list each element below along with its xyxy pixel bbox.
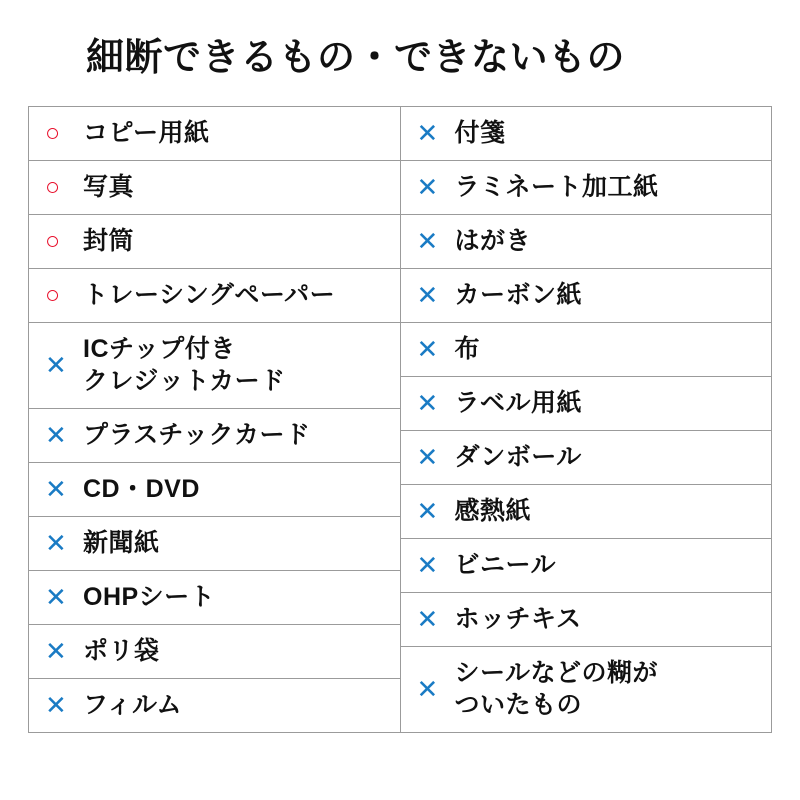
list-item-label-line2: クレジットカード (83, 367, 286, 396)
table-row (401, 647, 772, 733)
cross-ng-icon: ✕ (416, 226, 439, 257)
list-item-label-line1: ICチップ付き (83, 335, 236, 364)
list-item-label (83, 333, 286, 397)
left-column (29, 107, 401, 733)
list-item-label: フィルム (83, 691, 183, 720)
circle-ok-icon: ○ (45, 226, 61, 255)
list-item-label: コピー用紙 (83, 119, 210, 148)
list-item-label: ラベル用紙 (454, 389, 583, 418)
table-row (401, 161, 772, 215)
cross-ng-icon: ✕ (45, 690, 67, 721)
list-item-label: はがき (454, 227, 532, 256)
list-item-label: 封筒 (83, 227, 135, 256)
cross-ng-icon: ✕ (416, 442, 439, 473)
table-row (29, 161, 400, 215)
list-item-label: 写真 (83, 173, 135, 202)
list-item-label: OHPシート (83, 583, 216, 612)
cross-ng-icon: ✕ (416, 550, 439, 581)
table-row (401, 323, 772, 377)
list-item-label (455, 657, 659, 721)
cross-ng-icon: ✕ (45, 582, 67, 613)
list-item-label: ポリ袋 (83, 637, 160, 666)
cross-ng-icon: ✕ (45, 350, 67, 381)
list-item-label: トレーシングペーパー (83, 281, 336, 310)
table-row (29, 323, 400, 409)
list-item-label: 感熱紙 (454, 497, 532, 526)
table-row (401, 107, 772, 161)
shredding-compatibility-table (28, 106, 772, 733)
list-item-label-line1: シールなどの糊が (454, 659, 659, 688)
table-row (29, 215, 400, 269)
table-row (401, 215, 772, 269)
table-row (29, 517, 400, 571)
list-item-label: 布 (454, 335, 481, 364)
right-column (401, 107, 773, 733)
circle-ok-icon: ○ (45, 280, 61, 309)
cross-ng-icon: ✕ (45, 420, 67, 451)
list-item-label: CD・DVD (83, 475, 200, 504)
table-row (29, 463, 400, 517)
cross-ng-icon: ✕ (416, 388, 439, 419)
cross-ng-icon: ✕ (416, 674, 439, 705)
circle-ok-icon: ○ (45, 172, 61, 201)
cross-ng-icon: ✕ (416, 280, 439, 311)
list-item-label: 付箋 (454, 119, 506, 148)
cross-ng-icon: ✕ (45, 528, 67, 559)
cross-ng-icon: ✕ (416, 604, 439, 635)
cross-ng-icon: ✕ (416, 172, 439, 203)
table-row (29, 269, 400, 323)
table-row (401, 377, 772, 431)
list-item-label: ホッチキス (454, 605, 582, 634)
table-row (401, 431, 772, 485)
table-row (401, 539, 772, 593)
table-row (401, 269, 772, 323)
cross-ng-icon: ✕ (416, 118, 439, 149)
table-row (401, 593, 772, 647)
cross-ng-icon: ✕ (45, 474, 67, 505)
cross-ng-icon: ✕ (416, 496, 439, 527)
list-item-label: 新聞紙 (83, 529, 160, 558)
circle-ok-icon: ○ (45, 118, 61, 147)
table-row (29, 107, 400, 161)
list-item-label: カーボン紙 (454, 281, 583, 310)
table-row (29, 625, 400, 679)
table-row (29, 571, 400, 625)
cross-ng-icon: ✕ (416, 334, 439, 365)
list-item-label: プラスチックカード (83, 421, 311, 450)
table-row (401, 485, 772, 539)
list-item-label-line2: ついたもの (454, 691, 583, 720)
list-item-label: ビニール (454, 551, 557, 580)
cross-ng-icon: ✕ (45, 636, 67, 667)
list-item-label: ダンボール (454, 443, 582, 472)
table-row (29, 679, 400, 733)
list-item-label: ラミネート加工紙 (454, 173, 659, 202)
table-row (29, 409, 400, 463)
page-title: 細断できるもの・できないもの (86, 37, 626, 79)
